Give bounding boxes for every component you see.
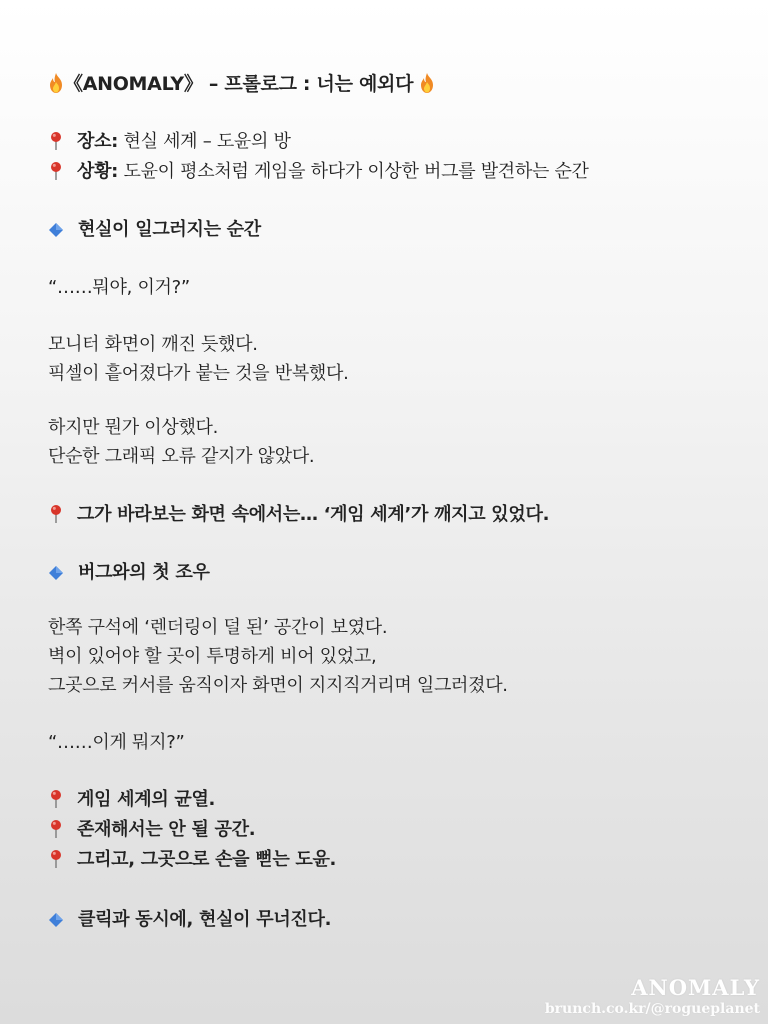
paragraph-line: 그곳으로 커서를 움직이자 화면이 지지직거리며 일그러졌다. xyxy=(48,675,508,696)
watermark xyxy=(545,976,760,1018)
pushpin-icon xyxy=(48,504,64,524)
place-line xyxy=(48,130,291,154)
situation-label: 상황: xyxy=(77,161,119,182)
section-heading-1 xyxy=(48,218,261,242)
pin-statement-3 xyxy=(48,818,255,842)
heading-text: 현실이 일그러지는 순간 xyxy=(78,219,261,240)
pin-statement-text: 게임 세계의 균열. xyxy=(77,789,216,810)
pin-statement-text: 그리고, 그곳으로 손을 뻗는 도윤. xyxy=(77,849,337,870)
paragraph-line: 하지만 뭔가 이상했다. xyxy=(48,417,219,438)
watermark-url: brunch.co.kr/@rogueplanet xyxy=(544,1001,760,1017)
pushpin-icon xyxy=(48,161,64,181)
section-heading-2 xyxy=(48,561,210,585)
pin-statement-2 xyxy=(48,788,215,812)
title-text: 《ANOMALY》 – 프롤로그 : 너는 예외다 xyxy=(64,73,414,95)
watermark-title: ANOMALY xyxy=(631,975,760,1000)
pushpin-icon xyxy=(48,131,64,151)
paragraph-line: 픽셀이 흩어졌다가 붙는 것을 반복했다. xyxy=(48,363,349,384)
pushpin-icon xyxy=(48,849,64,869)
paragraph-line: 모니터 화면이 깨진 듯했다. xyxy=(48,334,258,355)
paragraph-line: 단순한 그래픽 오류 같지가 않았다. xyxy=(48,446,315,467)
pushpin-icon xyxy=(48,819,64,839)
quote-1: “……뭐야, 이거?” xyxy=(48,277,190,298)
pushpin-icon xyxy=(48,789,64,809)
paragraph-line: 벽이 있어야 할 곳이 투명하게 비어 있었고, xyxy=(48,646,377,667)
section-heading-3 xyxy=(48,908,331,932)
blue-diamond-icon xyxy=(48,911,64,927)
fire-icon xyxy=(48,73,64,93)
blue-diamond-icon xyxy=(48,564,64,580)
pin-statement-text: 그가 바라보는 화면 속에서는… ‘게임 세계’가 깨지고 있었다. xyxy=(77,504,550,525)
place-label: 장소: xyxy=(77,131,119,152)
pin-statement-1 xyxy=(48,503,549,527)
situation-value: 도윤이 평소처럼 게임을 하다가 이상한 버그를 발견하는 순간 xyxy=(118,161,589,182)
heading-text: 버그와의 첫 조우 xyxy=(78,562,210,583)
pin-statement-4 xyxy=(48,848,336,872)
prologue-title xyxy=(48,72,435,96)
situation-line xyxy=(48,160,589,184)
pin-statement-text: 존재해서는 안 될 공간. xyxy=(77,819,256,840)
paragraph-line: 한쪽 구석에 ‘렌더링이 덜 된’ 공간이 보였다. xyxy=(48,617,388,638)
quote-2: “……이게 뭐지?” xyxy=(48,732,185,753)
heading-text: 클릭과 동시에, 현실이 무너진다. xyxy=(78,909,332,930)
fire-icon xyxy=(419,73,435,93)
blue-diamond-icon xyxy=(48,221,64,237)
place-value: 현실 세계 – 도윤의 방 xyxy=(118,131,291,152)
